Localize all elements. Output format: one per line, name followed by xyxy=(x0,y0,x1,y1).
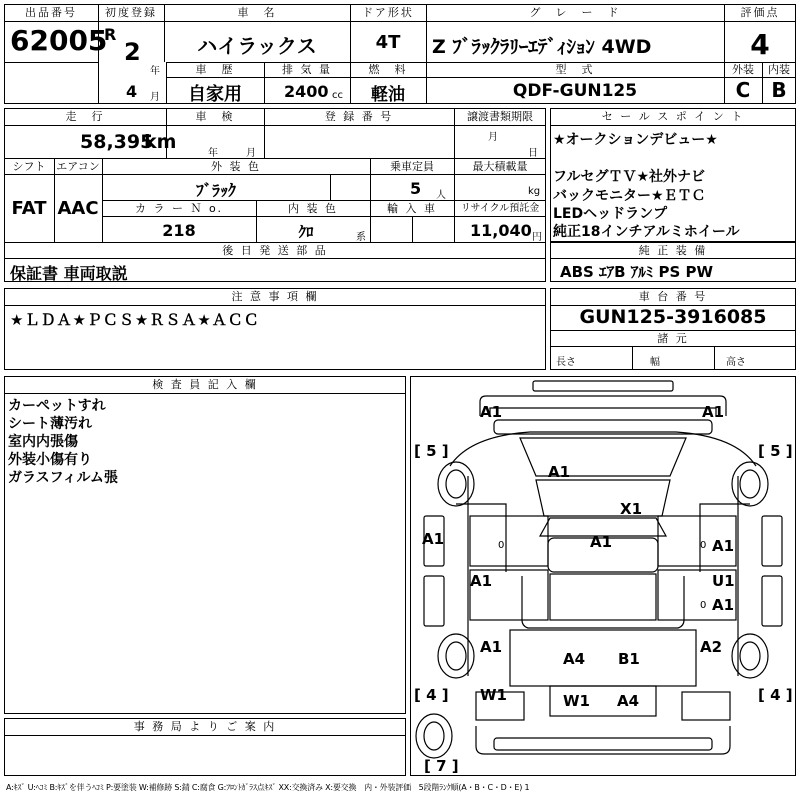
capacity-unit: 人 xyxy=(436,190,446,201)
car-name-label: 車 名 xyxy=(237,6,277,19)
doors-label: ドア形状 xyxy=(362,6,414,19)
equipment: ABS ｴｱB ｱﾙﾐ PS PW xyxy=(560,263,714,281)
damage-mark: A1 xyxy=(470,572,493,590)
zero-mark: 0 xyxy=(700,540,707,551)
transfer-label: 譲渡書類期限 xyxy=(467,110,533,123)
year-unit: 年 xyxy=(150,66,160,77)
history: 自家用 xyxy=(188,84,242,105)
mileage-unit: km xyxy=(144,131,177,153)
fuel-label: 燃 料 xyxy=(368,63,408,76)
first-reg-label: 初度登録 xyxy=(105,6,157,19)
reg-month: 4 xyxy=(126,82,138,101)
sales-line: バックモニター★ＥＴＣ xyxy=(553,188,706,204)
lot-no: 62005 xyxy=(10,24,108,57)
import-label: 輸 入 車 xyxy=(387,202,437,215)
legend: A:ｷｽﾞ U:ﾍｺﾐ B:ｷｽﾞを伴うﾍｺﾐ P:要塗装 W:補修跡 S:錆 C:腐食 G:ﾌﾛﾝﾄｶﾞﾗｽ点ｷｽﾞ XX:交換済み X:要交換 内・外装評価 5段階ﾗﾝｸ順(A・B・C・D・E) 1 xyxy=(6,783,530,792)
damage-mark: A1 xyxy=(480,638,503,656)
int-color-label: 内 装 色 xyxy=(288,202,338,215)
recycle: 11,040 xyxy=(470,221,532,240)
displacement-label: 排 気 量 xyxy=(282,63,332,76)
inspector-line: シート薄汚れ xyxy=(8,416,92,432)
ac-label: エアコン xyxy=(56,160,100,173)
tire-tread: [ 7 ] xyxy=(424,757,459,775)
damage-mark: A1 xyxy=(422,530,445,548)
reg-no-label: 登 録 番 号 xyxy=(324,110,394,123)
damage-mark: W1 xyxy=(480,686,507,704)
damage-mark: A1 xyxy=(712,537,735,555)
lot-no-label: 出品番号 xyxy=(25,6,77,19)
later-parts-label: 後 日 発 送 部 品 xyxy=(222,244,328,257)
insp-month-unit: 月 xyxy=(246,148,256,159)
sales-line: ★オークションデビュー★ xyxy=(553,132,718,148)
doors: 4T xyxy=(375,32,401,53)
damage-mark: A1 xyxy=(590,533,613,551)
fuel: 軽油 xyxy=(371,85,405,105)
month-unit: 月 xyxy=(150,92,160,103)
grade: Z ﾌﾞﾗｯｸﾗﾘｰｴﾃﾞｨｼｮﾝ 4WD xyxy=(432,36,652,58)
damage-mark: A2 xyxy=(700,638,723,656)
damage-mark: W1 xyxy=(563,692,590,710)
shift: FAT xyxy=(11,198,47,219)
tire-tread: [ 5 ] xyxy=(758,442,793,460)
model: QDF-GUN125 xyxy=(512,81,638,101)
exterior-label: 外装 xyxy=(732,63,754,76)
recycle-unit: 円 xyxy=(532,232,542,243)
inspector-line: 外装小傷有り xyxy=(8,452,92,468)
capacity-label: 乗車定員 xyxy=(390,160,434,173)
model-label: 型 式 xyxy=(555,63,595,76)
spec-label: 諸 元 xyxy=(657,332,689,345)
tire-tread: [ 4 ] xyxy=(414,686,449,704)
int-color-unit: 系 xyxy=(356,232,366,243)
history-label: 車 歴 xyxy=(195,63,235,76)
ext-color-label: 外 装 色 xyxy=(211,160,261,173)
inspector-line: 室内内張傷 xyxy=(8,434,78,450)
grade-label: グ レ ー ド xyxy=(529,6,621,19)
interior-label: 内装 xyxy=(768,63,790,76)
interior-grade: B xyxy=(771,78,787,102)
mileage: 58,395 xyxy=(80,131,154,153)
mileage-label: 走 行 xyxy=(65,110,105,123)
damage-mark: A4 xyxy=(617,692,640,710)
damage-mark: A1 xyxy=(480,403,503,421)
inspector-label: 検 査 員 記 入 欄 xyxy=(152,378,258,391)
damage-mark: A1 xyxy=(548,463,571,481)
office-label: 事 務 局 よ り ご 案 内 xyxy=(133,720,277,733)
notes: ★ＬＤＡ★ＰＣＳ★ＲＳＡ★ＡＣＣ xyxy=(10,311,260,329)
sales-line: フルセグＴＶ★社外ナビ xyxy=(553,169,705,185)
zero-mark: 0 xyxy=(700,600,707,611)
spec-length: 長さ xyxy=(556,357,576,368)
damage-mark: U1 xyxy=(712,572,735,590)
car-diagram xyxy=(410,376,796,776)
spec-height: 高さ xyxy=(726,357,746,368)
transfer-month-unit: 月 xyxy=(488,132,498,143)
notes-label: 注 意 事 項 欄 xyxy=(231,290,319,303)
damage-mark: A1 xyxy=(702,403,725,421)
chassis-label: 車 台 番 号 xyxy=(638,290,708,303)
exterior-grade: C xyxy=(735,78,751,102)
damage-mark: B1 xyxy=(618,650,640,668)
displacement-unit: cc xyxy=(332,90,343,101)
chassis-number: GUN125-3916085 xyxy=(579,306,767,328)
ext-color: ﾌﾞﾗｯｸ xyxy=(195,181,236,200)
insp-year-unit: 年 xyxy=(208,148,218,159)
inspection-label: 車 検 xyxy=(195,110,235,123)
damage-mark: A4 xyxy=(563,650,586,668)
color-no: 218 xyxy=(162,221,196,240)
tire-tread: [ 4 ] xyxy=(758,686,793,704)
sales-line: LEDヘッドランプ xyxy=(553,206,668,222)
damage-mark: A1 xyxy=(712,596,735,614)
zero-mark: 0 xyxy=(498,540,505,551)
era: R xyxy=(104,25,117,44)
color-no-label: カ ラ ー Ｎ o. xyxy=(134,202,224,215)
tire-tread: [ 5 ] xyxy=(414,442,449,460)
max-load-unit: kg xyxy=(528,186,541,197)
sales-line: 純正18インチアルミホイール xyxy=(553,224,740,240)
equipment-label: 純 正 装 備 xyxy=(638,244,708,257)
transfer-day-unit: 日 xyxy=(528,148,538,159)
damage-mark: X1 xyxy=(620,500,643,518)
inspector-line: ガラスフィルム張 xyxy=(8,470,118,486)
later-parts: 保証書 車両取説 xyxy=(10,264,128,283)
recycle-label: リサイクル預託金 xyxy=(460,203,540,214)
score-label: 評価点 xyxy=(740,6,780,19)
capacity: 5 xyxy=(410,179,422,198)
max-load-label: 最大積載量 xyxy=(472,160,528,173)
spec-width: 幅 xyxy=(650,357,660,368)
sales-points-label: セ ー ル ス ポ イ ン ト xyxy=(601,110,745,123)
ac: AAC xyxy=(57,198,99,219)
inspector-line: カーペットすれ xyxy=(8,398,106,414)
int-color: ｸﾛ xyxy=(298,223,314,241)
displacement: 2400 xyxy=(284,82,329,101)
car-name: ハイラックス xyxy=(197,34,317,58)
score: 4 xyxy=(750,28,770,61)
reg-year: 2 xyxy=(124,38,141,66)
shift-label: シフト xyxy=(12,160,46,173)
